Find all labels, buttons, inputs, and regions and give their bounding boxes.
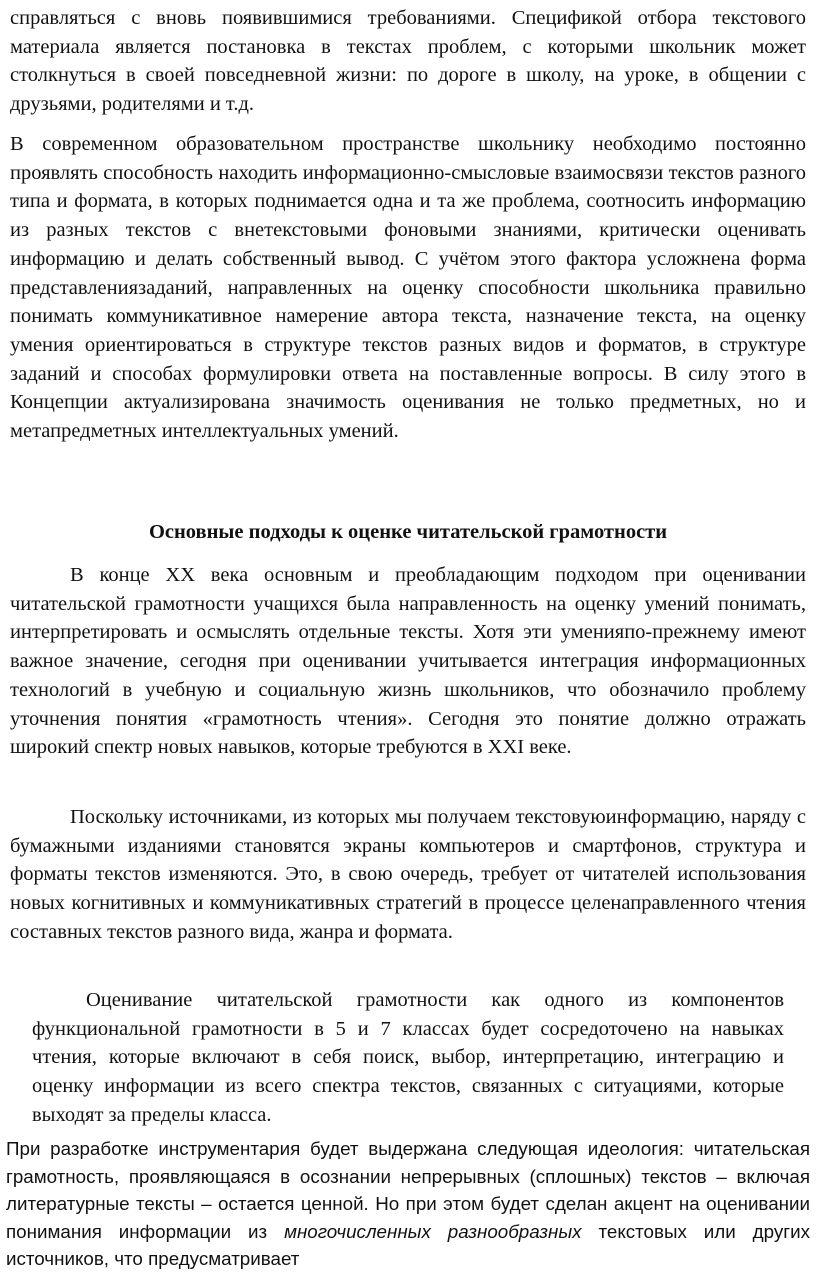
- paragraph-toolkit: [6, 1135, 810, 1273]
- paragraph-continuation: справляться с вновь появившимися требованиями. Спецификой отбора текстового материала является постановка в текстах проблем, с которыми школьник может столкнуться в своей повседневной жизни: по дороге в школу, на уроке, в общении с друзьями, родителями и т.д.: [10, 7, 806, 116]
- paragraph-xx-century: В конце XX века основным и преобладающим подходом при оценивании читательской грамотности учащихся была направленность на оценку умений понимать, интерпретировать и осмыслять отдельные тексты. Хотя эти уменияпо-прежнему имеют важное значение, сегодня при оценивании учитывается интеграция информационных технологий в учебную и социальную жизнь школьников, что обозначило проблему уточнения понятия «грамотность чтения». Сегодня это понятие должно отражать широкий спектр новых навыков, которые требуются в XXI веке.: [10, 564, 806, 759]
- paragraph-sources: Поскольку источниками, из которых мы получаем текстовуюинформацию, наряду с бумажными изданиями становятся экраны компьютеров и смартфонов, структура и форматы текстов изменяются. Это, в свою очередь, требует от читателей использования новых когнитивных и коммуникативных стратегий в процессе целенаправленного чтения составных текстов разного вида, жанра и формата.: [10, 806, 806, 943]
- paragraph-toolkit-italic: многочисленных разнообразных: [284, 1220, 582, 1242]
- paragraph-toolkit-text-start: При разработке инструментария будет выдержана следующая идеология: читательская грамотность, проявляющаяся в осознании непрерывных (сплошных) текстов – включая литературные тексты – остается ценной. Но при этом будет сделан акцент на оценивании понимания информации из: [6, 1138, 810, 1242]
- paragraph-assessment: Оценивание читательской грамотности как одного из компонентов функциональной грамотности в 5 и 7 классах будет сосредоточено на навыках чтения, которые включают в себя поиск, выбор, интерпретацию, интеграцию и оценку информации из всего спектра текстов, связанных с ситуациями, которые выходят за пределы класса.: [32, 989, 784, 1126]
- paragraph-modern-space: В современном образовательном пространстве школьнику необходимо постоянно проявлять способность находить информационно-смысловые взаимосвязи текстов разного типа и формата, в которых поднимается одна и та же проблема, соотносить информацию из разных текстов с внетекстовыми фоновыми знаниями, критически оценивать информацию и делать собственный вывод. С учётом этого фактора усложнена форма представлениязаданий, направленных на оценку способности школьника правильно понимать коммуникативное намерение автора текста, назначение текста, на оценку умения ориентироваться в структуре текстов разных видов и форматов, в структуре заданий и способах формулировки ответа на поставленные вопросы. В силу этого в Концепции актуализирована значимость оценивания не только предметных, но и метапредметных интеллектуальных умений.: [10, 133, 806, 443]
- paragraph-toolkit-text-end: текстовых или других источников, что предусматривает: [6, 1220, 810, 1269]
- section-heading: Основные подходы к оценке читательской грамотности: [148, 521, 668, 543]
